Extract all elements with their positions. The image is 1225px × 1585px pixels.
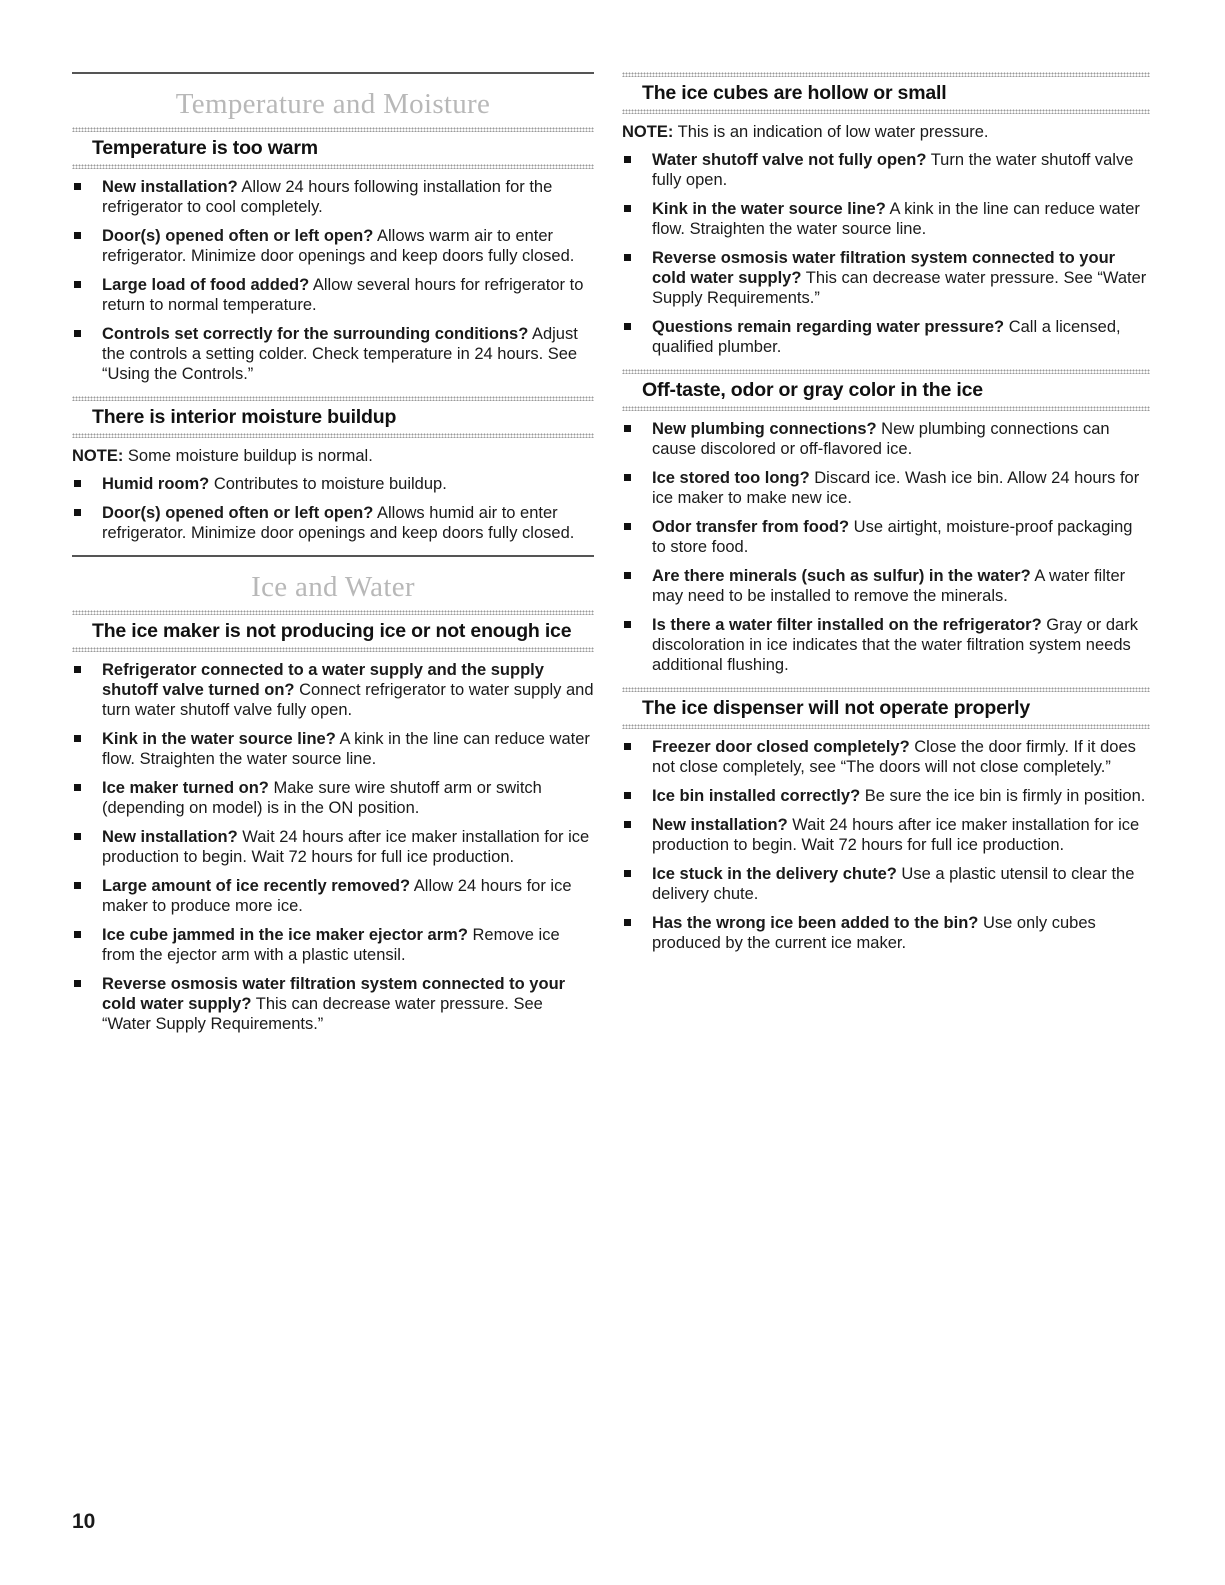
section-rule — [72, 555, 594, 557]
item-question: New installation? — [102, 178, 238, 196]
item-question: Reverse osmosis water filtration system connected to your cold water supply? — [102, 975, 566, 1013]
list-item — [622, 199, 1150, 239]
square-bullet-icon — [624, 156, 631, 163]
item-answer: Call a licensed, qualified plumber. — [652, 318, 1121, 356]
item-question: Large load of food added? — [102, 276, 310, 294]
dotted-divider — [622, 369, 1150, 374]
list-item — [72, 177, 594, 217]
dotted-divider — [622, 109, 1150, 114]
list-item — [72, 827, 594, 867]
square-bullet-icon — [74, 509, 81, 516]
list-ice-maker-not-producing — [72, 660, 594, 1034]
square-bullet-icon — [624, 792, 631, 799]
square-bullet-icon — [74, 735, 81, 742]
dotted-divider — [72, 647, 594, 652]
item-question: Ice stored too long? — [652, 469, 810, 487]
list-item — [72, 778, 594, 818]
item-answer: Make sure wire shutoff arm or switch (depending on model) is in the ON position. — [102, 779, 542, 817]
item-question: Reverse osmosis water filtration system connected to your cold water supply? — [652, 249, 1116, 287]
square-bullet-icon — [624, 919, 631, 926]
square-bullet-icon — [74, 833, 81, 840]
list-item — [622, 815, 1150, 855]
list-item — [72, 324, 594, 384]
heading-dispenser: The ice dispenser will not operate properly — [642, 697, 1030, 719]
square-bullet-icon — [74, 480, 81, 487]
list-item — [622, 248, 1150, 308]
dotted-divider — [622, 687, 1150, 692]
list-dispenser — [622, 737, 1150, 953]
item-question: Odor transfer from food? — [652, 518, 850, 536]
item-answer: Gray or dark discoloration in ice indicates that the water filtration system needs additional flushing. — [652, 616, 1138, 674]
list-interior-moisture — [72, 474, 594, 543]
item-question: Are there minerals (such as sulfur) in the water? — [652, 567, 1031, 585]
right-column — [622, 62, 1150, 965]
item-question: Ice bin installed correctly? — [652, 787, 861, 805]
item-answer: Adjust the controls a setting colder. Check temperature in 24 hours. See “Using the Controls.” — [102, 325, 578, 383]
dotted-divider — [72, 127, 594, 132]
dotted-divider — [622, 724, 1150, 729]
item-answer: Allows warm air to enter refrigerator. Minimize door openings and keep doors fully closed. — [102, 227, 575, 265]
item-answer: Be sure the ice bin is firmly in position. — [860, 787, 1146, 805]
list-item — [622, 468, 1150, 508]
square-bullet-icon — [74, 666, 81, 673]
item-question: Kink in the water source line? — [102, 730, 336, 748]
item-answer: Allows humid air to enter refrigerator. Minimize door openings and keep doors fully closed. — [102, 504, 575, 542]
square-bullet-icon — [624, 205, 631, 212]
item-answer: Use a plastic utensil to clear the delivery chute. — [652, 865, 1135, 903]
list-item — [622, 317, 1150, 357]
item-answer: Remove ice from the ejector arm with a plastic utensil. — [102, 926, 560, 964]
item-answer: Use only cubes produced by the current ice maker. — [652, 914, 1096, 952]
item-question: Ice maker turned on? — [102, 779, 269, 797]
item-answer: Connect refrigerator to water supply and turn water shutoff valve fully open. — [102, 681, 594, 719]
item-answer: Turn the water shutoff valve fully open. — [652, 151, 1134, 189]
list-temperature-too-warm — [72, 177, 594, 384]
item-answer: Discard ice. Wash ice bin. Allow 24 hours for ice maker to make new ice. — [652, 469, 1140, 507]
list-item — [72, 729, 594, 769]
item-question: New installation? — [652, 816, 788, 834]
item-answer: A water filter may need to be installed to remove the minerals. — [652, 567, 1126, 605]
square-bullet-icon — [624, 474, 631, 481]
square-bullet-icon — [624, 523, 631, 530]
item-answer: Allow 24 hours following installation for the refrigerator to cool completely. — [102, 178, 553, 216]
square-bullet-icon — [74, 183, 81, 190]
square-bullet-icon — [624, 743, 631, 750]
heading-interior-moisture: There is interior moisture buildup — [92, 406, 397, 428]
heading-ice-cubes-hollow: The ice cubes are hollow or small — [642, 82, 947, 104]
list-item — [622, 566, 1150, 606]
list-item — [622, 615, 1150, 675]
item-question: Ice cube jammed in the ice maker ejector arm? — [102, 926, 468, 944]
item-question: Door(s) opened often or left open? — [102, 504, 374, 522]
square-bullet-icon — [624, 870, 631, 877]
dotted-divider — [622, 72, 1150, 77]
list-item — [622, 913, 1150, 953]
list-item — [622, 864, 1150, 904]
square-bullet-icon — [74, 784, 81, 791]
item-question: Refrigerator connected to a water supply and the supply shutoff valve turned on? — [102, 661, 544, 699]
item-question: Freezer door closed completely? — [652, 738, 910, 756]
section-rule — [72, 72, 594, 74]
square-bullet-icon — [74, 931, 81, 938]
square-bullet-icon — [624, 254, 631, 261]
square-bullet-icon — [74, 882, 81, 889]
item-question: Humid room? — [102, 475, 210, 493]
item-question: Water shutoff valve not fully open? — [652, 151, 927, 169]
item-answer: New plumbing connections can cause discolored or off-flavored ice. — [652, 420, 1110, 458]
heading-ice-maker-not-producing: The ice maker is not producing ice or not enough ice — [92, 620, 572, 642]
item-answer: Close the door firmly. If it does not close completely, see “The doors will not close completely.” — [652, 738, 1136, 776]
item-question: Large amount of ice recently removed? — [102, 877, 411, 895]
list-item — [72, 226, 594, 266]
list-item — [622, 786, 1150, 806]
item-answer: This can decrease water pressure. See “Water Supply Requirements.” — [652, 269, 1147, 307]
note-label: NOTE: — [622, 123, 674, 141]
note-moisture — [72, 446, 594, 466]
item-answer: A kink in the line can reduce water flow. Straighten the water source line. — [652, 200, 1140, 238]
item-answer: Wait 24 hours after ice maker installation for ice production to begin. Wait 72 hours for full ice production. — [652, 816, 1140, 854]
list-item — [72, 974, 594, 1034]
square-bullet-icon — [624, 821, 631, 828]
list-ice-cubes-hollow — [622, 150, 1150, 357]
list-item — [622, 517, 1150, 557]
list-item — [72, 474, 594, 494]
item-answer: Wait 24 hours after ice maker installation for ice production to begin. Wait 72 hours for full ice production. — [102, 828, 590, 866]
list-item — [622, 150, 1150, 190]
heading-temperature-too-warm: Temperature is too warm — [92, 137, 318, 159]
dotted-divider — [72, 164, 594, 169]
square-bullet-icon — [624, 425, 631, 432]
left-column — [72, 62, 594, 1046]
square-bullet-icon — [74, 980, 81, 987]
section-title-ice-water: Ice and Water — [251, 571, 415, 603]
dotted-divider — [622, 406, 1150, 411]
item-question: Ice stuck in the delivery chute? — [652, 865, 897, 883]
square-bullet-icon — [624, 323, 631, 330]
list-item — [72, 503, 594, 543]
list-item — [72, 275, 594, 315]
item-question: Kink in the water source line? — [652, 200, 886, 218]
section-title-temperature: Temperature and Moisture — [175, 88, 491, 120]
item-question: New installation? — [102, 828, 238, 846]
item-answer: Use airtight, moisture-proof packaging to store food. — [652, 518, 1133, 556]
square-bullet-icon — [74, 232, 81, 239]
item-answer: A kink in the line can reduce water flow. Straighten the water source line. — [102, 730, 590, 768]
list-off-taste — [622, 419, 1150, 675]
list-item — [622, 737, 1150, 777]
list-item — [72, 876, 594, 916]
item-question: Is there a water filter installed on the refrigerator? — [652, 616, 1042, 634]
list-item — [72, 660, 594, 720]
square-bullet-icon — [74, 281, 81, 288]
list-item — [622, 419, 1150, 459]
item-question: Has the wrong ice been added to the bin? — [652, 914, 979, 932]
item-answer: This can decrease water pressure. See “Water Supply Requirements.” — [102, 995, 543, 1033]
note-label: NOTE: — [72, 447, 124, 465]
item-question: Controls set correctly for the surrounding conditions? — [102, 325, 529, 343]
square-bullet-icon — [624, 621, 631, 628]
note-text: Some moisture buildup is normal. — [123, 447, 373, 465]
square-bullet-icon — [624, 572, 631, 579]
item-question: New plumbing connections? — [652, 420, 877, 438]
square-bullet-icon — [74, 330, 81, 337]
list-item — [72, 925, 594, 965]
item-answer: Allow 24 hours for ice maker to produce more ice. — [102, 877, 572, 915]
note-text: This is an indication of low water pressure. — [673, 123, 989, 141]
note-hollow — [622, 122, 1150, 142]
item-answer: Allow several hours for refrigerator to return to normal temperature. — [102, 276, 584, 314]
heading-off-taste: Off-taste, odor or gray color in the ice — [642, 379, 983, 401]
page-number: 10 — [72, 1510, 96, 1533]
item-answer: Contributes to moisture buildup. — [209, 475, 447, 493]
dotted-divider — [72, 433, 594, 438]
dotted-divider — [72, 610, 594, 615]
item-question: Questions remain regarding water pressure? — [652, 318, 1005, 336]
dotted-divider — [72, 396, 594, 401]
item-question: Door(s) opened often or left open? — [102, 227, 374, 245]
